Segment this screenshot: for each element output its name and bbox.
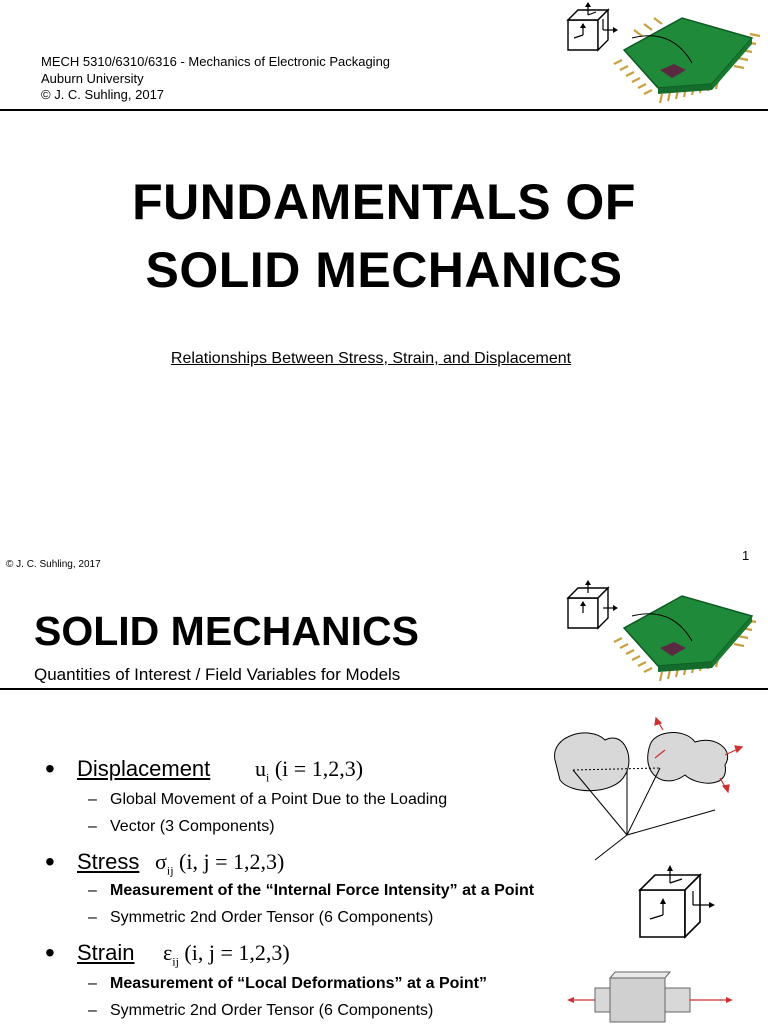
chip-package-icon — [612, 8, 764, 108]
bullet-heading: Stress — [77, 849, 140, 874]
slide-2: SOLID MECHANICS Quantities of Interest / Field Variables for Models • Displacement $u_i$ (i = 1,2,3) – Global Movement of a Point Due to the Loading – Vector (3 Components) • Stress $\sigma_{ij}$ (i, j = 1,2,3) – Measurement of the “Internal Force Intensity” at a Point – Symmetric 2nd Order Tensor (6 Components) • Strain $\varepsilon_{ij}$ (i, j = 1,2,3) – Measurement of “Local Deformations” at a Point” – Symmetric 2nd Order Tensor (6 Components) — [0, 580, 768, 1024]
slide-subtitle: Quantities of Interest / Field Variables for Models — [34, 665, 401, 684]
header-rule — [0, 688, 768, 690]
university-line: Auburn University — [41, 70, 144, 86]
bullet-heading: Strain — [77, 940, 135, 965]
copyright-line: © J. C. Suhling, 2017 — [41, 87, 165, 102]
bullet-dot: • — [45, 937, 55, 968]
displacement-body-diagram — [545, 720, 745, 860]
title-line-2: SOLID MECHANICS — [145, 242, 623, 298]
page-number: 1 — [742, 548, 750, 563]
title-line-1: FUNDAMENTALS OF — [132, 174, 636, 230]
bullet-dot: • — [45, 753, 55, 784]
bullet-heading: Displacement — [77, 756, 211, 781]
footer-copyright: © J. C. Suhling, 2017 — [6, 559, 101, 570]
chip-package-icon — [612, 586, 764, 686]
header-rule — [0, 109, 768, 111]
strain-bar-diagram — [565, 970, 745, 1024]
slide-title: SOLID MECHANICS — [34, 608, 419, 654]
bullet-dot: • — [45, 846, 55, 877]
stress-element-cube — [630, 865, 730, 945]
course-line: MECH 5310/6310/6316 - Mechanics of Electronic Packaging — [41, 54, 391, 69]
slide-subtitle: Relationships Between Stress, Strain, and Displacement — [170, 350, 572, 367]
slide-title — [0, 168, 768, 304]
stress-symbol: $\sigma_{ij}$ (i, j = 1,2,3) — [155, 849, 285, 878]
strain-symbol: $\varepsilon_{ij}$ (i, j = 1,2,3) — [163, 940, 290, 969]
course-info — [41, 54, 390, 104]
displacement-symbol: $u_i$ (i = 1,2,3) — [255, 756, 364, 785]
